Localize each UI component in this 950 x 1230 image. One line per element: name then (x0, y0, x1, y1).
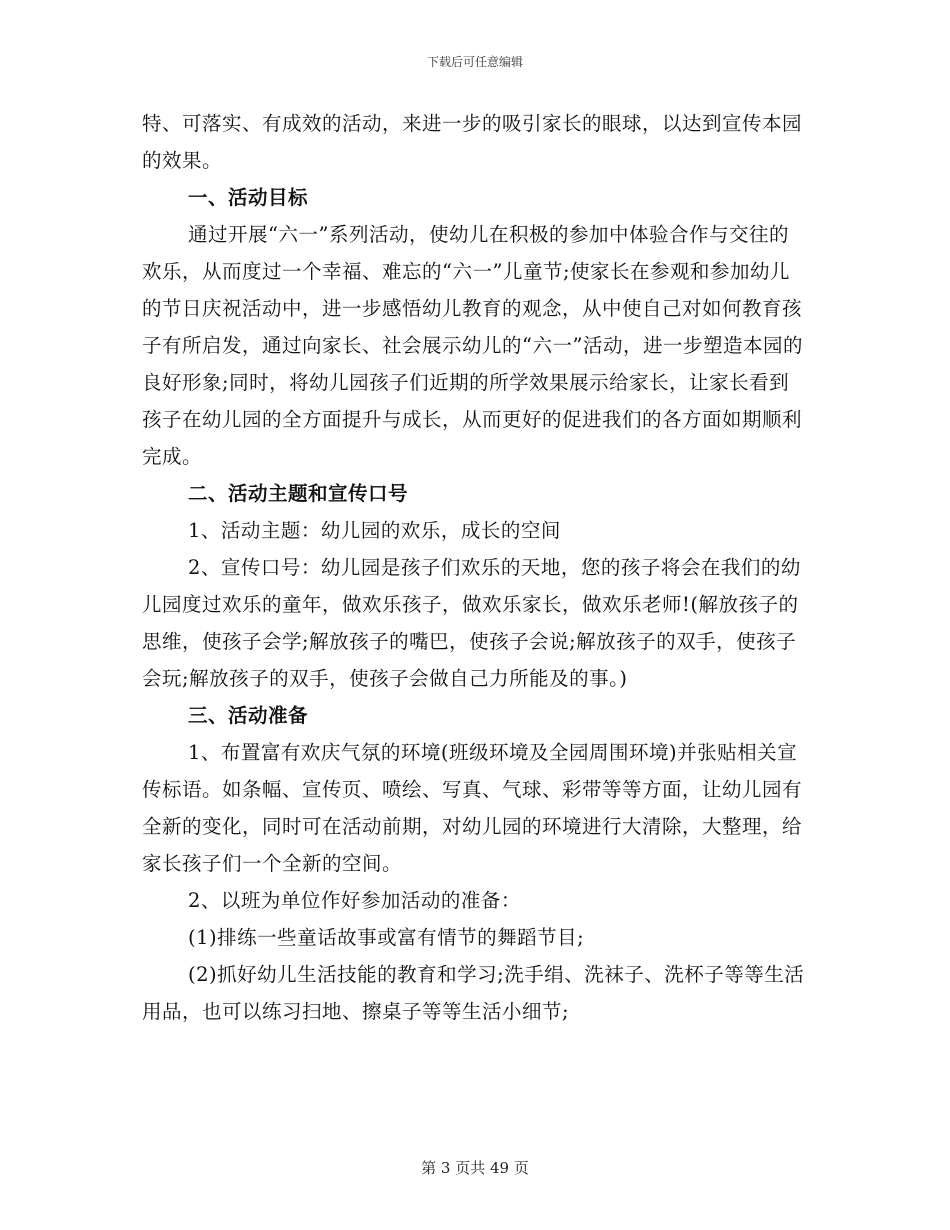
section-heading: 三、活动准备 (188, 704, 309, 727)
paragraph: 2、宣传口号：幼儿园是孩子们欢乐的天地，您的孩子将会在我们的幼儿园度过欢乐的童年，做欢乐孩子，做欢乐家长，做欢乐老师!(解放孩子的思维，使孩子会学;解放孩子的嘴巴，使孩子会说;解放孩子的双手，使孩子会玩;解放孩子的双手，使孩子会做自己力所能及的事。) (142, 556, 801, 690)
section-heading: 一、活动目标 (188, 186, 309, 209)
list-item: (2)抓好幼儿生活技能的教育和学习;洗手绢、洗袜子、洗杯子等等生活用品，也可以练习扫地、擦桌子等等生活小细节; (142, 963, 805, 1023)
document-body (142, 105, 808, 1030)
page-header: 下载后可任意编辑 (426, 55, 523, 69)
list-item: (1)排练一些童话故事或富有情节的舞蹈节目; (188, 926, 585, 949)
section-heading: 二、活动主题和宣传口号 (188, 482, 409, 505)
paragraph: 1、布置富有欢庆气氛的环境(班级环境及全园周围环境)并张贴相关宣传标语。如条幅、宣传页、喷绘、写真、气球、彩带等等方面，让幼儿园有全新的变化，同时可在活动前期，对幼儿园的环境进行大清除，大整理，给家长孩子们一个全新的空间。 (142, 741, 803, 875)
page-footer: 第 3 页共 49 页 (421, 1159, 529, 1177)
paragraph: 通过开展“六一”系列活动，使幼儿在积极的参加中体验合作与交往的欢乐，从而度过一个幸福、难忘的“六一”儿童节;使家长在参观和参加幼儿的节日庆祝活动中，进一步感悟幼儿教育的观念，从中使自己对如何教育孩子有所启发，通过向家长、社会展示幼儿的“六一”活动，进一步塑造本园的良好形象;同时，将幼儿园孩子们近期的所学效果展示给家长，让家长看到孩子在幼儿园的全方面提升与成长，从而更好的促进我们的各方面如期顺利完成。 (142, 223, 803, 468)
paragraph: 特、可落实、有成效的活动，来进一步的吸引家长的眼球，以达到宣传本园的效果。 (142, 112, 803, 172)
paragraph: 2、以班为单位作好参加活动的准备： (188, 889, 521, 912)
paragraph: 1、活动主题：幼儿园的欢乐，成长的空间 (188, 519, 561, 542)
